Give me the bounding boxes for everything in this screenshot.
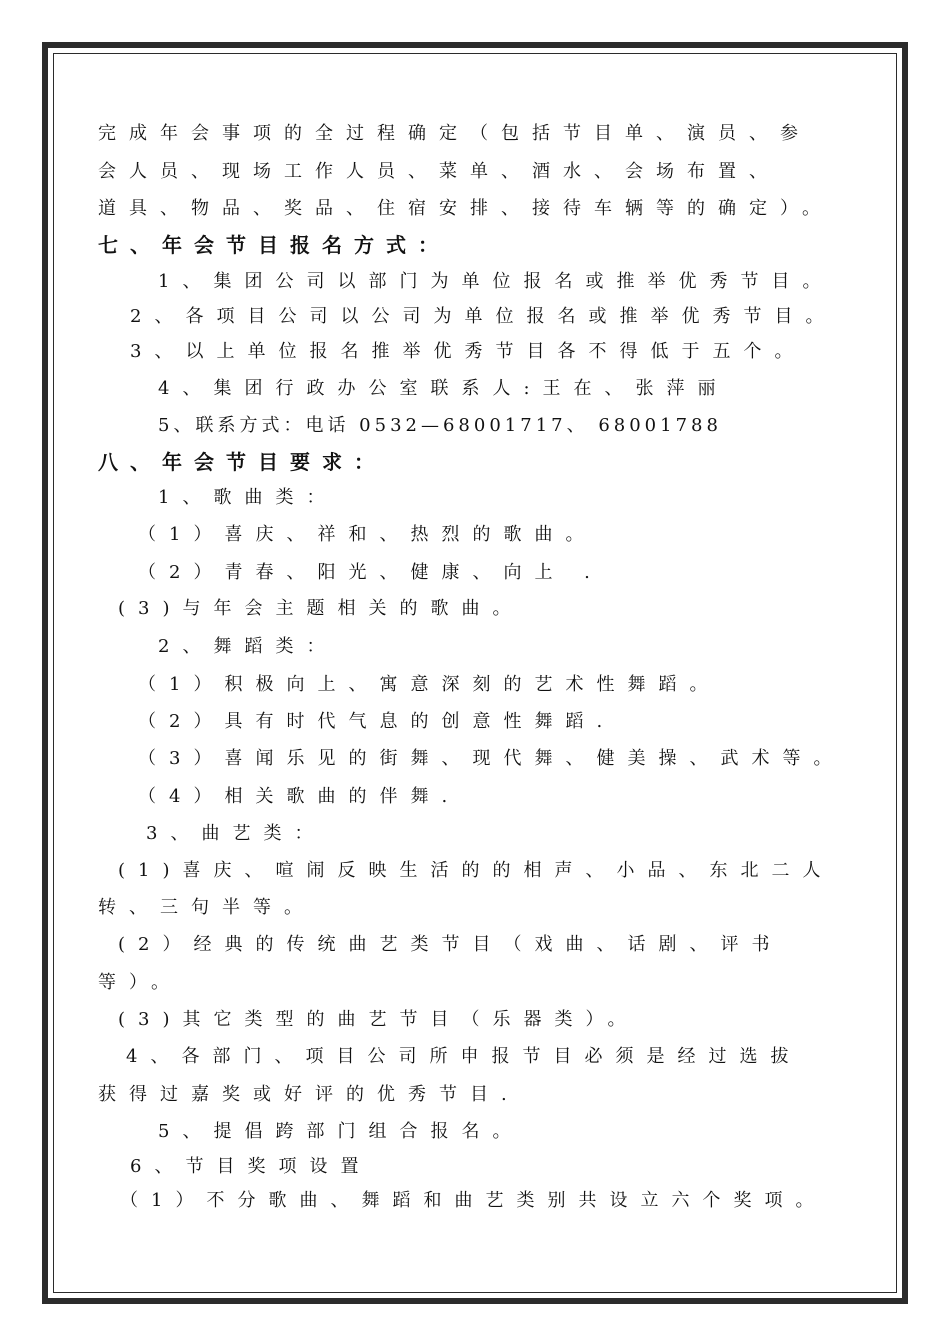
list-item: 2、各项目公司以公司为单位报名或推举优秀节目。 <box>130 306 837 327</box>
list-item: （4）相关歌曲的伴舞. <box>138 786 461 807</box>
paragraph-line: 会人员、现场工作人员、菜单、酒水、会场布置、 <box>98 161 780 182</box>
contact-info: 5、联系方式：电话 0532—68001717、 68001788 <box>158 415 722 436</box>
subsection-heading: 1、歌曲类： <box>158 487 338 508</box>
paragraph-line: 完成年会事项的全过程确定（包括节目单、演员、参 <box>98 123 811 144</box>
paragraph-line: 4、各部门、项目公司所申报节目必须是经过选拔 <box>126 1046 802 1067</box>
list-item: (3)与年会主题相关的歌曲。 <box>118 598 524 619</box>
list-item: （2）具有时代气息的创意性舞蹈. <box>138 711 616 732</box>
list-item: （1）不分歌曲、舞蹈和曲艺类别共设立六个奖项。 <box>120 1190 827 1211</box>
subsection-heading: 3、曲艺类： <box>146 823 326 844</box>
list-item: （1）喜庆、祥和、热烈的歌曲。 <box>138 524 597 545</box>
list-item: 5、提倡跨部门组合报名。 <box>158 1121 524 1142</box>
section-heading-7: 七、年会节目报名方式： <box>98 233 450 257</box>
list-item: (3)其它类型的曲艺节目（乐器类）。 <box>118 1009 639 1030</box>
list-item: 4、集团行政办公室联系人:王在、张萍丽 <box>158 378 729 399</box>
subsection-heading: 6、节目奖项设置 <box>130 1156 372 1177</box>
paragraph-line: 获得过嘉奖或好评的优秀节目. <box>98 1084 520 1105</box>
paragraph-line: 道具、物品、奖品、住宿安排、接待车辆等的确定）。 <box>98 198 833 219</box>
paragraph-line: 等）。 <box>98 972 182 993</box>
paragraph-line: 转、三句半等。 <box>98 897 315 918</box>
list-item: (2）经典的传统曲艺类节目（戏曲、话剧、评书 <box>118 934 783 955</box>
list-item: 1、集团公司以部门为单位报名或推举优秀节目。 <box>158 271 834 292</box>
list-item: （3）喜闻乐见的街舞、现代舞、健美操、武术等。 <box>138 748 845 769</box>
list-item: （2）青春、阳光、健康、向上 . <box>138 562 603 583</box>
list-item: （1）积极向上、寓意深刻的艺术性舞蹈。 <box>138 674 721 695</box>
list-item: 3、以上单位报名推举优秀节目各不得低于五个。 <box>130 341 806 362</box>
section-heading-8: 八、年会节目要求： <box>98 450 386 474</box>
list-item: (1)喜庆、喧闹反映生活的的相声、小品、东北二人 <box>118 860 834 881</box>
subsection-heading: 2、舞蹈类： <box>158 636 338 657</box>
